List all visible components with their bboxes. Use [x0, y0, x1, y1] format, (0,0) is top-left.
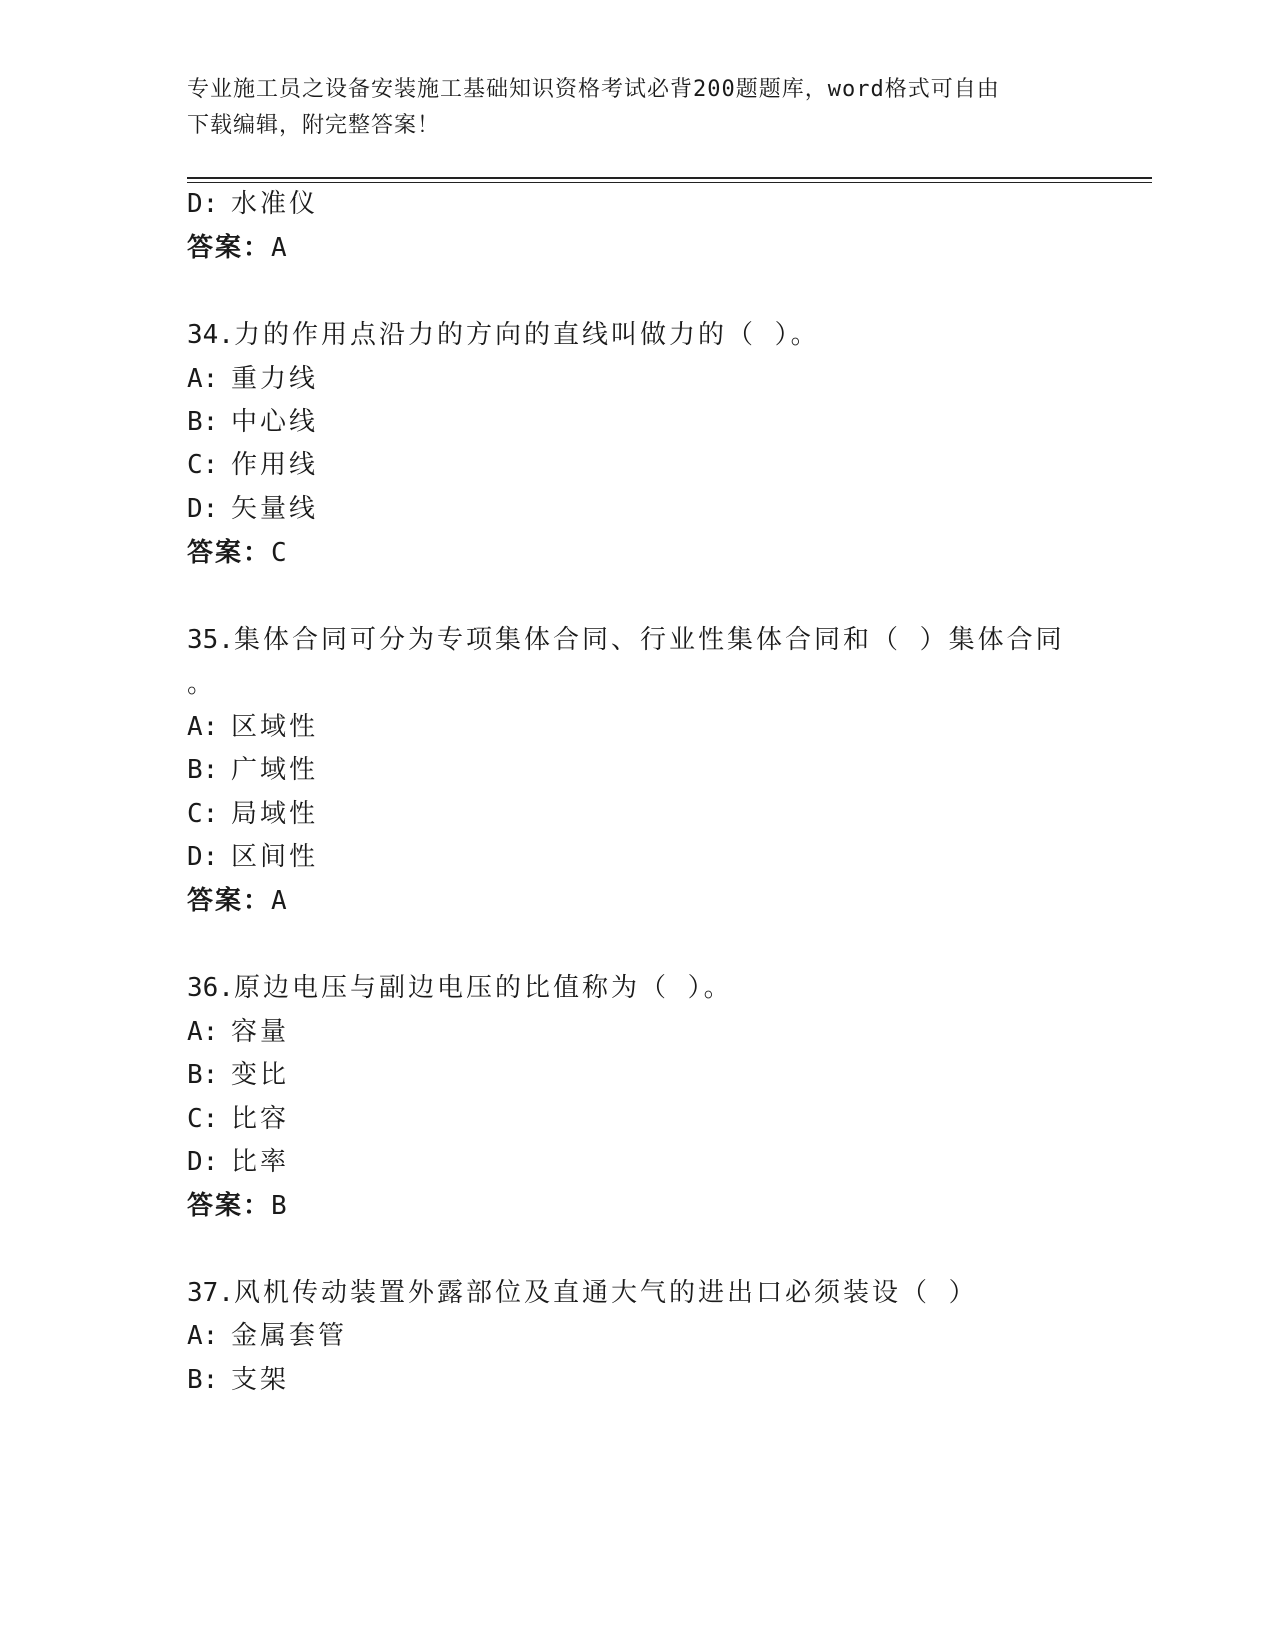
document-header	[187, 72, 1067, 144]
header-divider-thick	[187, 177, 1152, 179]
option-text: 作用线	[231, 450, 319, 480]
answer-label: 答案：	[187, 233, 272, 263]
answer-label: 答案：	[187, 538, 272, 568]
question-35-option-d	[187, 839, 318, 875]
option-letter: B:	[187, 1060, 219, 1090]
prev-option-d	[187, 186, 318, 222]
option-letter: B:	[187, 1365, 219, 1395]
header-divider-thin	[187, 182, 1152, 183]
option-letter: A:	[187, 1321, 219, 1351]
option-text: 重力线	[231, 364, 319, 394]
question-37-stem	[187, 1275, 978, 1311]
question-36-answer	[187, 1188, 289, 1224]
question-text: 原边电压与副边电压的比值称为（ ）。	[233, 973, 733, 1003]
option-text: 变比	[231, 1060, 290, 1090]
option-text: 区域性	[231, 712, 319, 742]
question-number: 34.	[187, 320, 234, 350]
option-text: 比率	[231, 1147, 290, 1177]
option-letter: B:	[187, 755, 219, 785]
option-letter: D:	[187, 494, 219, 524]
question-36-option-c	[187, 1101, 289, 1137]
option-text: 支架	[231, 1365, 290, 1395]
question-35-stem	[187, 622, 1065, 658]
answer-value: C	[271, 538, 289, 568]
option-text: 水准仪	[231, 189, 319, 219]
option-letter: C:	[187, 450, 219, 480]
question-text: 力的作用点沿力的方向的直线叫做力的（ ）。	[233, 320, 820, 350]
option-letter: C:	[187, 799, 219, 829]
option-text: 中心线	[231, 407, 319, 437]
option-text: 广域性	[231, 755, 319, 785]
question-36-stem	[187, 970, 733, 1006]
question-37-option-b	[187, 1362, 289, 1398]
question-number: 37.	[187, 1278, 234, 1308]
option-letter: A:	[187, 364, 219, 394]
header-line-2: 下载编辑，附完整答案！	[187, 113, 441, 138]
answer-value: A	[271, 233, 289, 263]
question-34-option-d	[187, 491, 318, 527]
option-letter: A:	[187, 1017, 219, 1047]
option-letter: D:	[187, 189, 219, 219]
option-text: 比容	[231, 1104, 290, 1134]
question-number: 35.	[187, 625, 234, 655]
question-35-option-c	[187, 796, 318, 832]
option-letter: A:	[187, 712, 219, 742]
question-text: 集体合同可分为专项集体合同、行业性集体合同和（ ）集体合同	[233, 625, 1065, 655]
question-34-answer	[187, 535, 289, 571]
question-36-option-d	[187, 1144, 289, 1180]
answer-value: B	[271, 1191, 289, 1221]
option-text: 区间性	[231, 842, 319, 872]
prev-answer	[187, 230, 289, 266]
question-37-option-a	[187, 1318, 347, 1354]
question-text: 风机传动装置外露部位及直通大气的进出口必须装设（ ）	[233, 1278, 978, 1308]
header-line-1: 专业施工员之设备安装施工基础知识资格考试必背200题题库，word格式可自由	[187, 77, 1000, 102]
option-letter: B:	[187, 407, 219, 437]
option-text: 金属套管	[231, 1321, 348, 1351]
answer-label: 答案：	[187, 1191, 272, 1221]
question-35-answer	[187, 883, 289, 919]
question-35-option-b	[187, 752, 318, 788]
answer-value: A	[271, 886, 289, 916]
question-34-option-b	[187, 404, 318, 440]
question-text-continued: 。	[187, 669, 217, 699]
option-text: 矢量线	[231, 494, 319, 524]
option-letter: D:	[187, 842, 219, 872]
question-number: 36.	[187, 973, 234, 1003]
answer-label: 答案：	[187, 886, 272, 916]
question-34-stem	[187, 317, 820, 353]
question-36-option-b	[187, 1057, 289, 1093]
question-35-stem-continued	[187, 666, 216, 702]
question-34-option-a	[187, 361, 318, 397]
question-35-option-a	[187, 709, 318, 745]
option-letter: D:	[187, 1147, 219, 1177]
option-letter: C:	[187, 1104, 219, 1134]
option-text: 局域性	[231, 799, 319, 829]
option-text: 容量	[231, 1017, 290, 1047]
question-34-option-c	[187, 447, 318, 483]
question-36-option-a	[187, 1014, 289, 1050]
